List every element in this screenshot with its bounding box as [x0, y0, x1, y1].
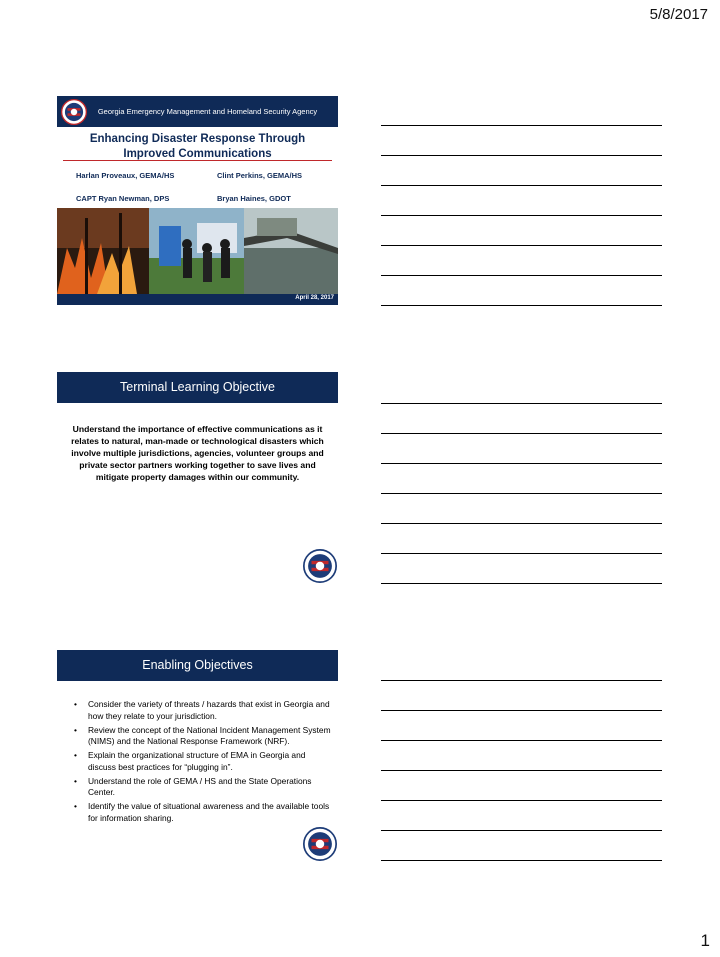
note-line [381, 493, 662, 494]
slide-enabling-objectives [57, 650, 338, 862]
note-line [381, 680, 662, 681]
note-line [381, 710, 662, 711]
presenter-2: Clint Perkins, GEMA/HS [217, 171, 303, 180]
note-line [381, 125, 662, 126]
title-underline [63, 160, 332, 161]
note-line [381, 770, 662, 771]
note-line [381, 215, 662, 216]
note-line [381, 583, 662, 584]
note-line [381, 860, 662, 861]
slide-title-banner: Enabling Objectives [57, 650, 338, 681]
note-line [381, 553, 662, 554]
presenter-1: Harlan Proveaux, GEMA/HS [76, 171, 175, 180]
note-line [381, 463, 662, 464]
note-line [381, 185, 662, 186]
note-line [381, 245, 662, 246]
note-line [381, 800, 662, 801]
page-date: 5/8/2017 [649, 6, 708, 23]
slide-title [57, 96, 338, 308]
agency-bar: Georgia Emergency Management and Homeland Security Agency [57, 96, 338, 127]
slide-terminal-objective [57, 372, 338, 584]
objective-text: Understand the importance of effective communications as it relates to natural, man-made or technological disasters which involve multiple jurisdictions, agencies, volunteer groups and private sector partners working together to save lives and mitigate property damages within our community. [71, 424, 324, 482]
objective-list [71, 699, 333, 827]
list-item: • Explain the organizational structure of EMA in Georgia and discuss best practices for “plugging in”. [71, 750, 333, 773]
note-line [381, 523, 662, 524]
slide-footer [57, 294, 338, 305]
note-line [381, 403, 662, 404]
note-line [381, 155, 662, 156]
presentation-date: April 28, 2017 [295, 295, 334, 301]
gema-seal-icon [303, 549, 337, 583]
gema-seal-icon [61, 99, 87, 125]
gema-seal-icon [303, 827, 337, 861]
note-line [381, 433, 662, 434]
note-line [381, 305, 662, 306]
list-item: • Review the concept of the National Incident Management System (NIMS) and the National Response Framework (NRF). [71, 725, 333, 748]
presentation-title: Enhancing Disaster Response Through Improved Communications [89, 133, 306, 160]
list-item: • Understand the role of GEMA / HS and the State Operations Center. [71, 776, 333, 799]
list-item: • Identify the value of situational awareness and the available tools for information sharing. [71, 801, 333, 824]
note-line [381, 830, 662, 831]
list-item: • Consider the variety of threats / hazards that exist in Georgia and how they relate to your jurisdiction. [71, 699, 333, 722]
disaster-photo-collage [57, 208, 338, 294]
presenter-4: Bryan Haines, GDOT [217, 194, 291, 203]
slide-title-banner: Terminal Learning Objective [57, 372, 338, 403]
presenter-3: CAPT Ryan Newman, DPS [76, 194, 170, 203]
page-number: 1 [700, 931, 710, 950]
note-line [381, 275, 662, 276]
note-line [381, 740, 662, 741]
